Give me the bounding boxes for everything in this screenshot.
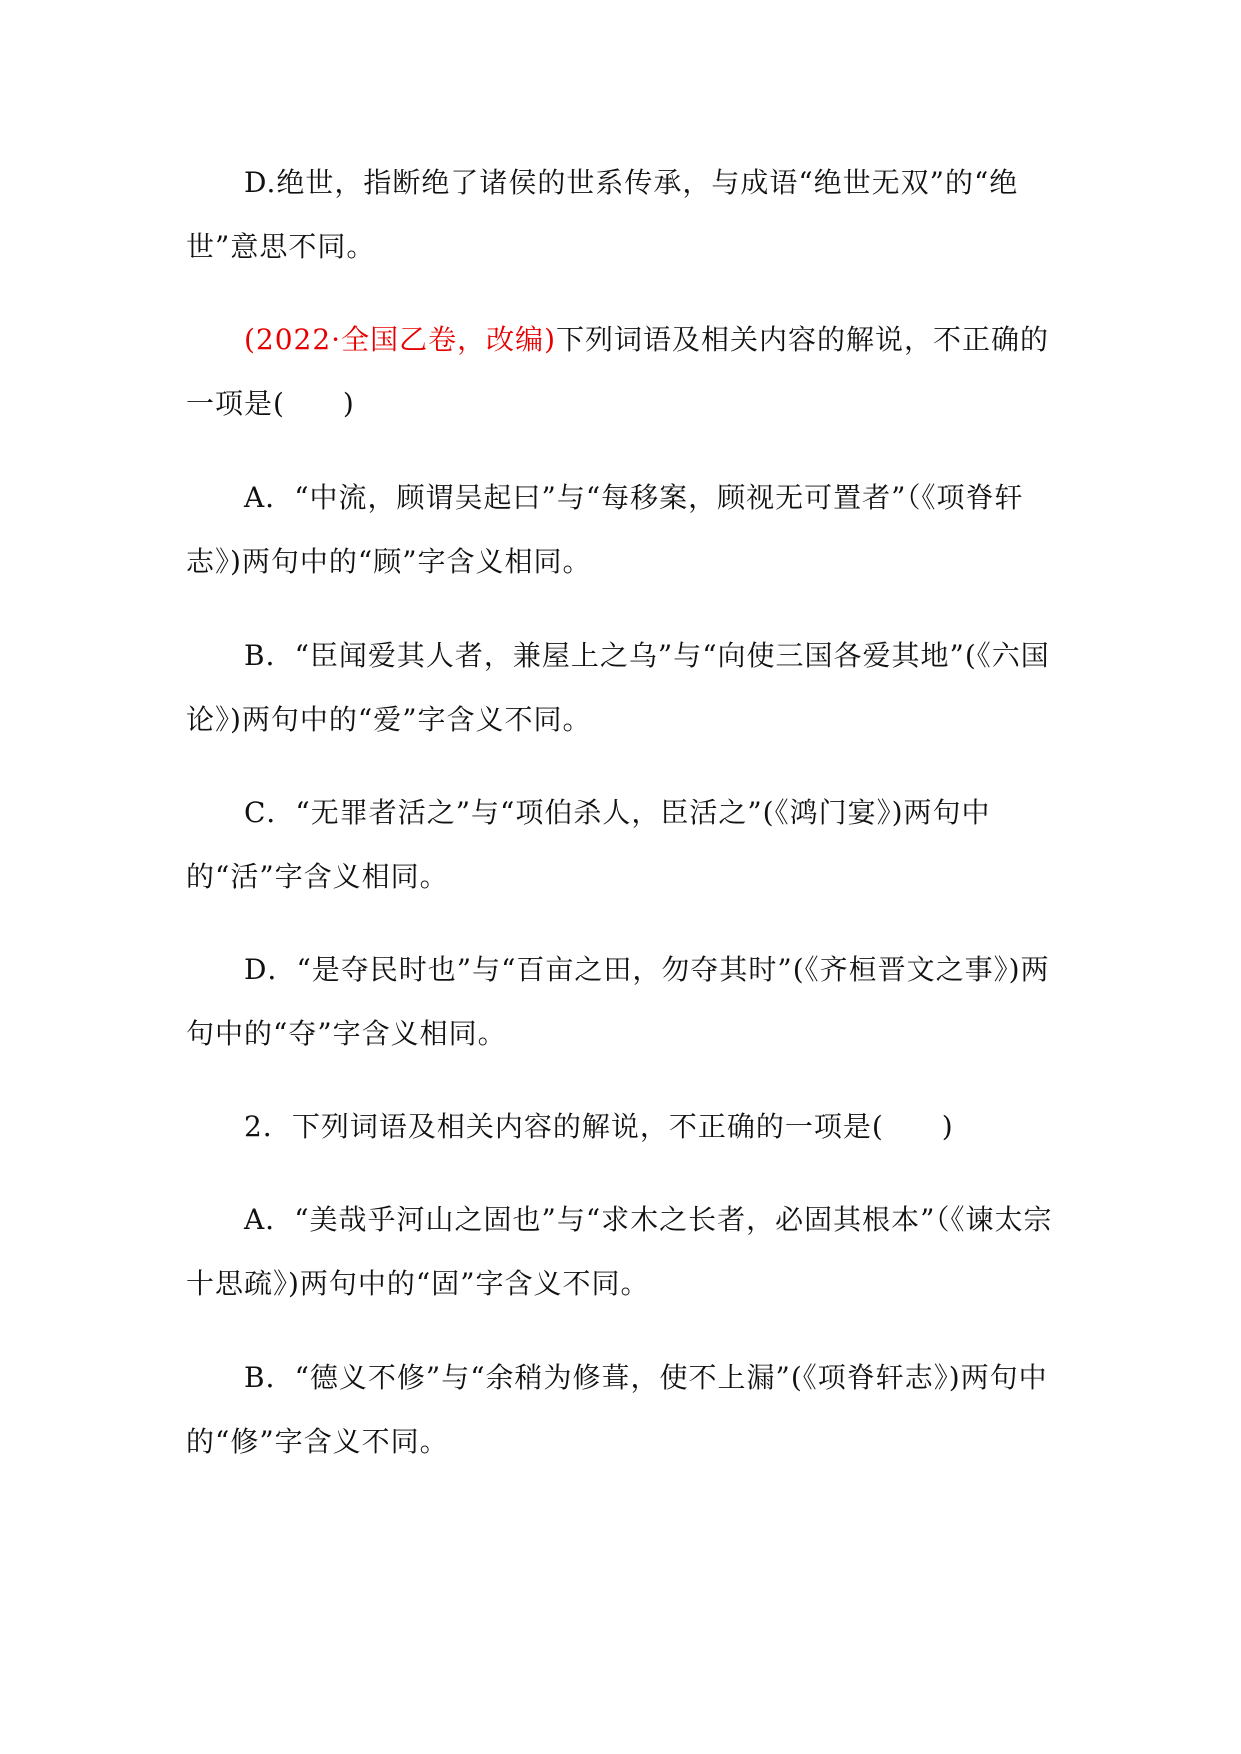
question-1-option-d: D．“是夺民时也”与“百亩之田，勿夺其时”(《齐桓晋文之事》)两句中的“夺”字含义相同。: [186, 953, 1050, 1050]
option-d-explanation: D.绝世，指断绝了诸侯的世系传承，与成语“绝世无双”的“绝世”意思不同。: [186, 166, 1019, 263]
question-2-stem: 2．下列词语及相关内容的解说，不正确的一项是( ): [244, 1110, 954, 1143]
question-2-option-b: B．“德义不修”与“余稍为修葺，使不上漏”(《项脊轩志》)两句中的“修”字含义不同。: [186, 1361, 1048, 1458]
question-1-stem: [186, 308, 1054, 436]
question-2-option-a: A．“美哉乎河山之固也”与“求木之长者，必固其根本”（《谏太宗十思疏》)两句中的“固”字含义不同。: [186, 1203, 1053, 1300]
question-1-text: 下列词语及相关内容的解说，不正确的一项是( ): [186, 323, 1050, 420]
question-1-option-c: C．“无罪者活之”与“项伯杀人，臣活之”(《鸿门宴》)两句中的“活”字含义相同。: [186, 796, 991, 893]
question-1-option-a: A．“中流，顾谓吴起曰”与“每移案，顾视无可置者”（《项脊轩志》)两句中的“顾”字含义相同。: [186, 481, 1024, 578]
question-source-label: (2022·全国乙卷，改编): [244, 323, 557, 356]
question-1-option-b: B．“臣闻爱其人者，兼屋上之乌”与“向使三国各爱其地”(《六国论》)两句中的“爱”字含义不同。: [186, 639, 1050, 736]
